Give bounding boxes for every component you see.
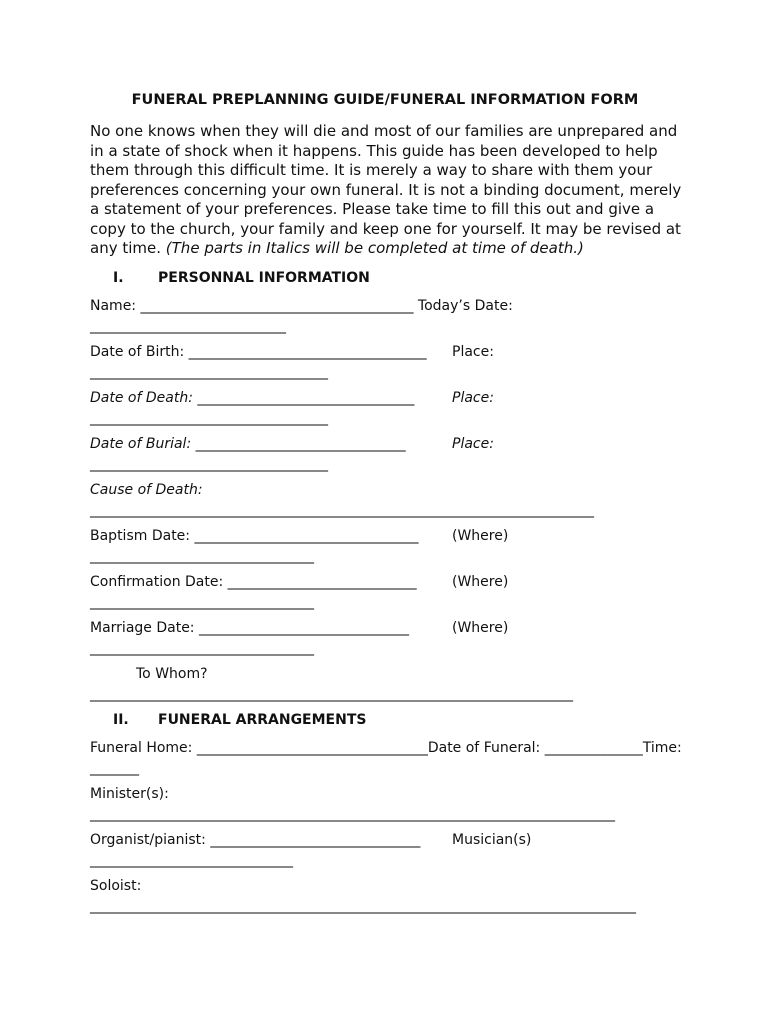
intro-italic-note: (The parts in Italics will be completed at time of death.) [165,239,584,257]
baptism-date-field[interactable]: Baptism Date: ________________________________ [90,528,419,544]
soloist-field[interactable]: ______________________________________________________________________________ [90,898,636,914]
ministers-label: Minister(s): [90,786,169,802]
to-whom-label: To Whom? [136,666,208,682]
marriage-where-label: (Where) [452,620,509,636]
cause-of-death-field[interactable]: ________________________________________________________________________ [90,502,594,518]
baptism-where-field[interactable]: ________________________________ [90,548,314,564]
date-of-birth-field[interactable]: Date of Birth: __________________________________ [90,344,427,360]
confirmation-date-field[interactable]: Confirmation Date: ___________________________ [90,574,417,590]
death-place-label: Place: [452,390,494,406]
funeral-time-field[interactable]: _______ [90,760,139,776]
intro-paragraph [90,122,690,259]
marriage-where-field[interactable]: ________________________________ [90,640,314,656]
musicians-label: Musician(s) [452,832,532,848]
section1-heading: PERSONNAL INFORMATION [158,270,370,286]
marriage-date-field[interactable]: Marriage Date: ______________________________ [90,620,409,636]
birth-place-label: Place: [452,344,494,360]
name-field[interactable]: Name: _______________________________________ Today’s Date: [90,298,513,314]
section2-heading: FUNERAL ARRANGEMENTS [158,712,367,728]
confirmation-where-field[interactable]: ________________________________ [90,594,314,610]
page-title: FUNERAL PREPLANNING GUIDE/FUNERAL INFORMATION FORM [131,92,639,108]
burial-place-label: Place: [452,436,494,452]
intro-text: No one knows when they will die and most of our families are unprepared and in a state of shock when it happens. This guide has been developed to help them through this difficult time. It is merely a way to share with them your preferences concerning your own funeral. It is not a binding document, merely a statement of your preferences. Please take time to fill this out and give a copy to the church, your family and keep one for yourself. It may be revised at any time. [90,122,682,257]
date-of-burial-field[interactable]: Date of Burial: ______________________________ [90,436,406,452]
musicians-field[interactable]: _____________________________ [90,852,293,868]
death-place-field[interactable]: __________________________________ [90,410,328,426]
ministers-field[interactable]: ___________________________________________________________________________ [90,806,615,822]
today-date-field[interactable]: ____________________________ [90,318,286,334]
organist-field[interactable]: Organist/pianist: ______________________________ [90,832,421,848]
section1-number: I. [113,270,124,286]
baptism-where-label: (Where) [452,528,509,544]
funeral-home-field[interactable]: Funeral Home: _________________________________Date of Funeral: ______________Time: [90,740,682,756]
soloist-label: Soloist: [90,878,142,894]
confirmation-where-label: (Where) [452,574,509,590]
section2-number: II. [113,712,129,728]
birth-place-field[interactable]: __________________________________ [90,364,328,380]
date-of-death-field[interactable]: Date of Death: _______________________________ [90,390,415,406]
to-whom-field[interactable]: _____________________________________________________________________ [90,686,573,702]
burial-place-field[interactable]: __________________________________ [90,456,328,472]
cause-of-death-label: Cause of Death: [90,482,203,498]
